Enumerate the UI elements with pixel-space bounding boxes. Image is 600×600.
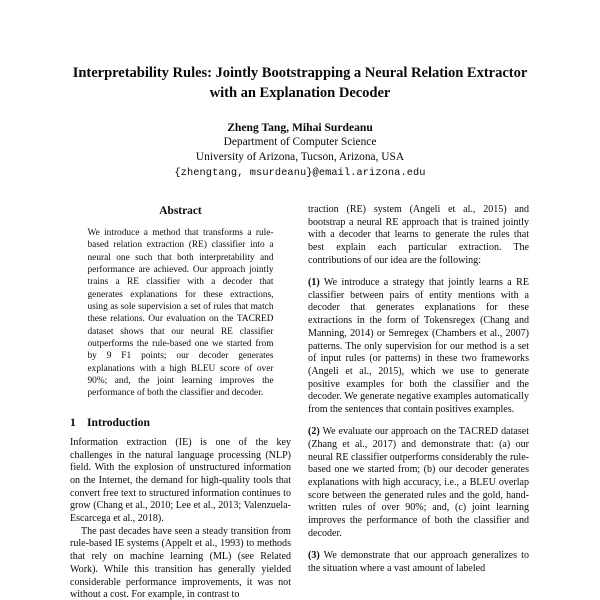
abstract-section: [88, 204, 274, 400]
paper-title-line-2: with an Explanation Decoder: [209, 85, 391, 101]
section-number: 1: [70, 415, 76, 429]
contribution-3-text: We demonstrate that our approach generalizes to the situation where a vast amount of labeled: [308, 550, 529, 574]
contribution-3-label: (3): [308, 550, 320, 562]
section-heading-introduction: [70, 416, 291, 430]
abstract-body: We introduce a method that transforms a rule-based relation extraction (RE) classifier into a neural one such that both interpretability and performance are achieved. Our approach jointly trains a RE classifier with a decoder that generates explanations for these extractions, using as sole supervision a set of rules that match these relations. Our evaluation on the TACRED dataset shows that our neural RE classifier outperforms the rule-based one we started from by 9 F1 points; our decoder generates explanations with a high BLEU score of over 90%; and, the joint learning improves the performance of both the classifier and decoder.: [87, 228, 274, 399]
author-department: Department of Computer Science: [223, 136, 377, 148]
contribution-point-1: [308, 277, 529, 417]
contribution-point-2: [308, 426, 529, 540]
contribution-1-label: (1): [308, 277, 320, 289]
contribution-2-text: We evaluate our approach on the TACRED dataset (Zhang et al., 2017) and demonstrate that: (a) our neural RE classifier outperforms considerably the rule-based one we started from; (b) our decoder generates explanations with high accuracy, i.e., a BLEU overlap score between the generated rules and the gold, hand-written rules of over 90%; and, (c) joint learning improves the performance of both the classifier and decoder.: [308, 426, 529, 539]
paper-title-block: [70, 63, 530, 103]
left-column: [70, 204, 291, 600]
abstract-heading: Abstract: [159, 205, 202, 217]
contribution-2-label: (2): [308, 426, 320, 438]
intro-paragraph-2: The past decades have seen a steady transition from rule-based IE systems (Appelt et al., 1993) to methods that rely on machine learning (ML) (see Related Work). While this transition has generally yielded considerable performance improvements, it was not without a cost. For example, in contrast to: [70, 525, 291, 600]
intro-paragraph-1: Information extraction (IE) is one of the key challenges in the natural language processing (NLP) field. With the explosion of unstructured information on the Internet, the demand for high-quality tools that convert free text to structured information continues to grow (Chang et al., 2010; Lee et al., 2013; Valenzuela-Escarcega et al., 2018).: [70, 436, 291, 525]
contribution-point-3: [308, 550, 529, 575]
author-email: {zhengtang, msurdeanu}@email.arizona.edu: [174, 167, 426, 180]
page-title: [70, 63, 530, 103]
author-block: [70, 120, 530, 181]
contribution-1-text: We introduce a strategy that jointly learns a RE classifier between pairs of entity mentions with a decoder that generates explanations for these extractions in the form of Tokensregex (Chang and Manning, 2014) or Semregex (Chambers et al., 2007) patterns. The only supervision for our method is a set of input rules (or patterns) in these two frameworks (Angeli et al., 2015), which we use to generate positive examples for both the classifier and the decoder. We generate negative examples automatically from the sentences that contain positives examples.: [308, 277, 529, 416]
right-paragraph-continuation: traction (RE) system (Angeli et al., 2015) and bootstrap a neural RE approach that is trained jointly with a decoder that learns to generate the rules that best explain each particular extraction. The contributions of our idea are the following:: [308, 204, 529, 266]
section-title: Introduction: [87, 415, 150, 429]
author-names: Zheng Tang, Mihai Surdeanu: [227, 121, 373, 134]
author-institution: University of Arizona, Tucson, Arizona, USA: [195, 150, 405, 163]
right-column: [308, 204, 529, 600]
paper-title-line-1: Interpretability Rules: Jointly Bootstrapping a Neural Relation Extractor: [72, 65, 528, 81]
